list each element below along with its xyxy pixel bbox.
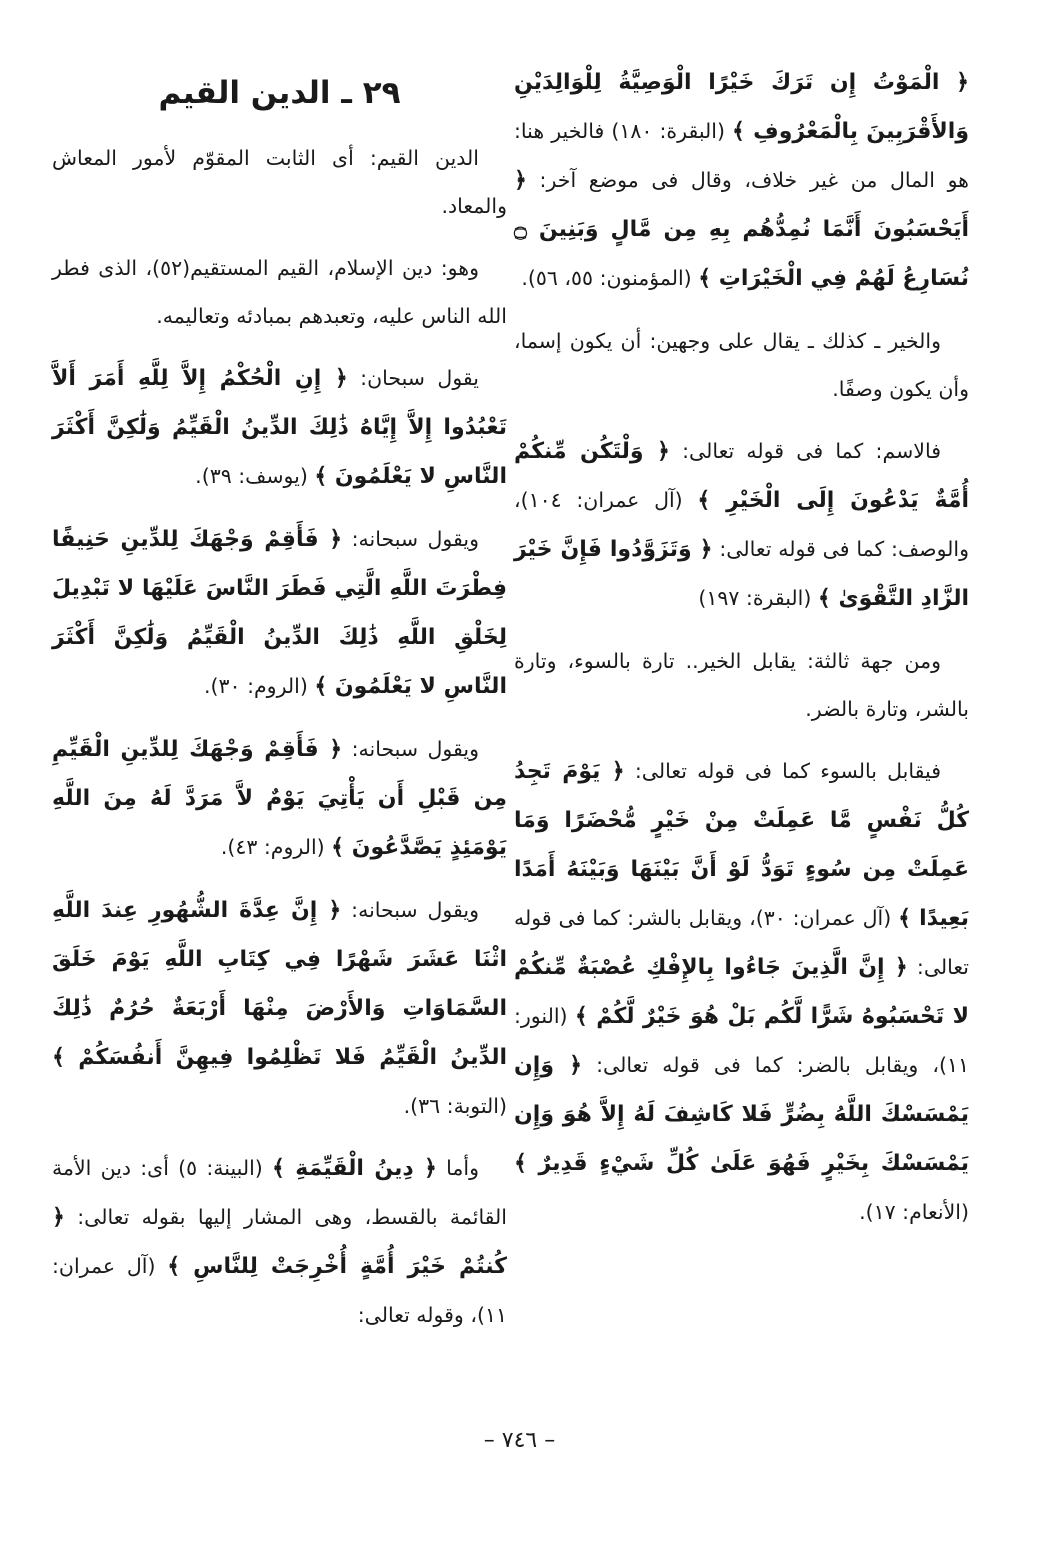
- paragraph: [52, 886, 507, 1130]
- paragraph: [514, 747, 969, 1236]
- body-text: (المؤمنون: ٥٥، ٥٦).: [521, 266, 699, 290]
- quran-verse: ﴿ وَلْتَكُن مِّنكُمْ أُمَّةٌ يَدْعُونَ إِلَى الْخَيْرِ ﴾: [514, 439, 969, 513]
- paragraph: [52, 515, 507, 711]
- body-text: وهو: دين الإسلام، القيم المستقيم(٥٢)، الذى فطر الله الناس عليه، وتعبدهم بمبادئه وتعاليمه.: [52, 256, 507, 328]
- paragraph: [514, 427, 969, 623]
- quran-verse: ﴿ كُنتُمْ خَيْرَ أُمَّةٍ أُخْرِجَتْ لِلنَّاسِ ﴾: [52, 1205, 507, 1279]
- page-number: – ٧٤٦ –: [483, 1428, 556, 1453]
- body-text: يقول سبحان:: [347, 366, 479, 390]
- paragraph: [52, 134, 507, 230]
- body-text: فالاسم: كما فى قوله تعالى:: [669, 439, 942, 463]
- right-column: [514, 58, 969, 1250]
- paragraph: [514, 58, 969, 303]
- body-text: (آل عمران: ١١)، وقوله تعالى:: [52, 1254, 507, 1327]
- body-text: ويقول سبحانه:: [341, 898, 479, 922]
- left-column-body: [52, 134, 507, 1339]
- body-text: فيقابل بالسوء كما فى قوله تعالى:: [624, 759, 941, 783]
- body-text: (التوبة: ٣٦).: [403, 1094, 507, 1118]
- quran-verse: ﴿ إِنِ الْحُكْمُ إِلاَّ لِلَّهِ أَمَرَ أَلاَّ تَعْبُدُوا إِلاَّ إِيَّاهُ ذَٰلِكَ الدِّينُ الْقَيِّمُ وَلَٰكِنَّ أَكْثَرَ النَّاسِ لا يَعْلَمُونَ ﴾: [52, 366, 507, 489]
- left-column: [52, 58, 507, 1353]
- section-title: ٢٩ ـ الدين القيم: [158, 75, 401, 111]
- quran-verse: ﴿ أَيَحْسَبُونَ أَنَّمَا نُمِدُّهُم بِهِ مِن مَّالٍ وَبَنِينَ ۝ نُسَارِعُ لَهُمْ فِي الْخَيْرَاتِ ﴾: [514, 168, 969, 291]
- quran-verse: ﴿ وَإِن يَمْسَسْكَ اللَّهُ بِضُرٍّ فَلا كَاشِفَ لَهُ إِلاَّ هُوَ وَإِن يَمْسَسْكَ بِخَيْرٍ فَهُوَ عَلَىٰ كُلِّ شَيْءٍ قَدِيرٌ ﴾: [514, 1053, 969, 1176]
- body-text: ومن جهة ثالثة: يقابل الخير.. تارة بالسوء، وتارة بالشر، وتارة بالضر.: [514, 649, 969, 721]
- body-text: (الروم: ٣٠).: [204, 674, 315, 698]
- body-text: وأما: [436, 1156, 479, 1180]
- body-text: (البقرة: ١٨٠) فالخير هنا: هو المال من غير خلاف، وقال فى موضع آخر:: [514, 119, 969, 192]
- body-text: والخير ـ كذلك ـ يقال على وجهين: أن يكون إسما، وأن يكون وصفًا.: [514, 329, 969, 401]
- body-text: (البينة: ٥) أى: دين الأمة القائمة بالقسط، وهى المشار إليها بقوله تعالى:: [52, 1156, 507, 1229]
- quran-verse: ﴿ إِنَّ الَّذِينَ جَاءُوا بِالإِفْكِ عُصْبَةٌ مِّنكُمْ لا تَحْسَبُوهُ شَرًّا لَّكُم بَلْ هُوَ خَيْرٌ لَّكُمْ ﴾: [514, 955, 969, 1029]
- paragraph: [514, 317, 969, 413]
- body-text: ويقول سبحانه:: [342, 527, 479, 551]
- paragraph: [52, 244, 507, 340]
- quran-verse: ﴿ دِينُ الْقَيِّمَةِ ﴾: [272, 1156, 437, 1181]
- body-text: (آل عمران: ٣٠)، ويقابل بالشر: كما فى قوله تعالى:: [514, 906, 969, 979]
- quran-verse: ﴿ فَأَقِمْ وَجْهَكَ لِلدِّينِ حَنِيفًا فِطْرَتَ اللَّهِ الَّتِي فَطَرَ النَّاسَ عَلَيْهَا لا تَبْدِيلَ لِخَلْقِ اللَّهِ ذَٰلِكَ الدِّينُ الْقَيِّمُ وَلَٰكِنَّ أَكْثَرَ النَّاسِ لا يَعْلَمُونَ ﴾: [52, 527, 507, 699]
- paragraph: [514, 637, 969, 733]
- paragraph: [52, 1144, 507, 1339]
- body-text: الدين القيم: أى الثابت المقوّم لأمور المعاش والمعاد.: [52, 146, 507, 218]
- body-text: ويقول سبحانه:: [342, 737, 479, 761]
- body-text: (النور: ١١)، ويقابل بالضر: كما فى قوله تعالى:: [514, 1004, 970, 1077]
- body-text: (البقرة: ١٩٧): [698, 586, 818, 610]
- quran-verse: ﴿ وَتَزَوَّدُوا فَإِنَّ خَيْرَ الزَّادِ التَّقْوَىٰ ﴾: [514, 537, 969, 611]
- body-text: (يوسف: ٣٩).: [195, 464, 315, 488]
- quran-verse: ﴿ الْمَوْتُ إِن تَرَكَ خَيْرًا الْوَصِيَّةُ لِلْوَالِدَيْنِ وَالأَقْرَبِينَ بِالْمَعْرُوفِ ﴾: [514, 70, 969, 144]
- quran-verse: ﴿ إِنَّ عِدَّةَ الشُّهُورِ عِندَ اللَّهِ اثْنَا عَشَرَ شَهْرًا فِي كِتَابِ اللَّهِ يَوْمَ خَلَقَ السَّمَاوَاتِ وَالأَرْضَ مِنْهَا أَرْبَعَةٌ حُرُمٌ ذَٰلِكَ الدِّينُ الْقَيِّمُ فَلا تَظْلِمُوا فِيهِنَّ أَنفُسَكُمْ ﴾: [52, 898, 507, 1070]
- quran-verse: ﴿ يَوْمَ تَجِدُ كُلُّ نَفْسٍ مَّا عَمِلَتْ مِنْ خَيْرٍ مُّحْضَرًا وَمَا عَمِلَتْ مِن سُوءٍ تَوَدُّ لَوْ أَنَّ بَيْنَهَا وَبَيْنَهُ أَمَدًا بَعِيدًا ﴾: [514, 759, 969, 931]
- paragraph: [52, 725, 507, 872]
- body-text: (آل عمران: ١٠٤)، والوصف: كما فى قوله تعالى:: [514, 488, 970, 561]
- body-text: (الأنعام: ١٧).: [859, 1200, 969, 1224]
- paragraph: [52, 354, 507, 501]
- quran-verse: ﴿ فَأَقِمْ وَجْهَكَ لِلدِّينِ الْقَيِّمِ مِن قَبْلِ أَن يَأْتِيَ يَوْمٌ لاَّ مَرَدَّ لَهُ مِنَ اللَّهِ يَوْمَئِذٍ يَصَّدَّعُونَ ﴾: [52, 737, 507, 860]
- body-text: (الروم: ٤٣).: [220, 835, 332, 859]
